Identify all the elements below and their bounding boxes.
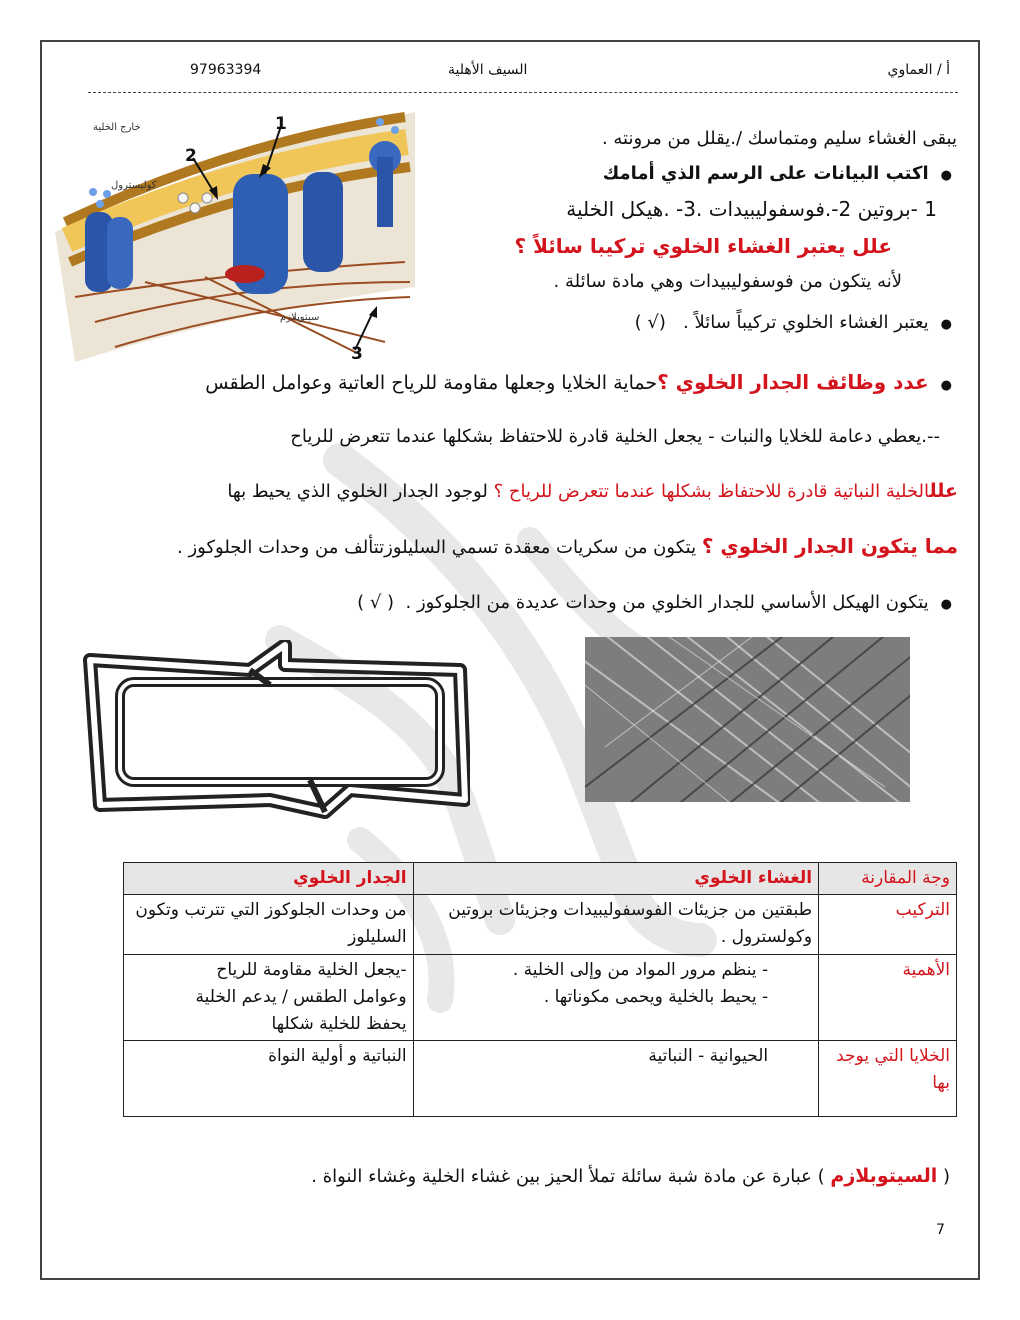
question-functions-text: عدد وظائف الجدار الخلوي ؟ bbox=[657, 370, 929, 394]
header-comparison: وجة المقارنة bbox=[819, 863, 957, 895]
cytoplasm-def: ) عبارة عن مادة شبة سائلة تملأ الحيز بين غشاء الخلية وغشاء النواة . bbox=[311, 1166, 825, 1187]
label-cytoplasm: سيتوبلازم bbox=[280, 312, 320, 323]
header-membrane: الغشاء الخلوي bbox=[413, 863, 819, 895]
answer-composition: يتكون من سكريات معقدة تسمي السليلوزتتألف من وحدات الجلوكوز . bbox=[177, 537, 697, 558]
comparison-table bbox=[123, 862, 957, 1117]
cell-wall-composition: من وحدات الجلوكوز التي تترتب وتكون السليلوز bbox=[124, 895, 414, 954]
statement-fluid bbox=[635, 312, 952, 333]
cytoplasm-definition bbox=[311, 1165, 950, 1187]
table-row bbox=[124, 895, 957, 954]
wall-importance-2: وعوامل الطقس / يدعم الخلية bbox=[195, 986, 407, 1007]
question-shape bbox=[227, 480, 958, 502]
membrane-importance-2: - يحيط بالخلية ويحمى مكوناتها . bbox=[543, 986, 769, 1007]
cell-wall-importance bbox=[124, 954, 414, 1041]
row-label-importance: الأهمية bbox=[819, 954, 957, 1041]
line-intro: يبقى الغشاء سليم ومتماسك /.يقلل من مرونته . bbox=[601, 128, 957, 149]
statement-skeleton-text: يتكون الهيكل الأساسي للجدار الخلوي من وحدات عديدة من الجلوكوز . bbox=[405, 592, 929, 613]
label-cholesterol: كوليسترول bbox=[111, 180, 157, 191]
answer-labels: 1 -بروتين 2-.فوسفوليبيدات .3- .هيكل الخلية bbox=[566, 197, 937, 221]
callout-1: 1 bbox=[275, 114, 287, 134]
table-header-row bbox=[124, 863, 957, 895]
row-label-composition: التركيب bbox=[819, 895, 957, 954]
question-shape-lead: علل bbox=[929, 480, 958, 502]
question-labels bbox=[603, 163, 952, 184]
statement-skeleton bbox=[357, 592, 952, 613]
answer-fluid: لأنه يتكون من فوسفوليبيدات وهي مادة سائلة . bbox=[553, 271, 902, 292]
callout-2: 2 bbox=[185, 146, 197, 166]
row-label-cells: الخلايا التي يوجد بها bbox=[819, 1041, 957, 1117]
cell-wall-outline-image bbox=[70, 640, 470, 820]
header-divider bbox=[88, 92, 958, 93]
answer-shape: لوجود الجدار الخلوي الذي يحيط بها bbox=[227, 481, 488, 502]
question-labels-text: اكتب البيانات على الرسم الذي أمامك bbox=[602, 163, 929, 184]
cell-membrane-cells: الحيوانية - النباتية bbox=[413, 1041, 819, 1117]
question-shape-text: الخلية النباتية قادرة للاحتفاظ بشكلها عندما تتعرض للرياح ؟ bbox=[493, 481, 930, 502]
cell-wall-cells: النباتية و أولية النواة bbox=[124, 1041, 414, 1117]
cellulose-fiber-image bbox=[585, 637, 910, 802]
question-functions bbox=[205, 370, 952, 394]
cytoplasm-open-paren: ( bbox=[942, 1166, 950, 1187]
header-phone: 97963394 bbox=[190, 62, 262, 78]
wall-importance-3: يحفظ للخلية شكلها bbox=[271, 1013, 407, 1034]
cytoplasm-term: السيتوبلازم bbox=[830, 1165, 938, 1187]
membrane-importance-1: - ينظم مرور المواد من وإلى الخلية . bbox=[512, 959, 769, 980]
header-school: السيف الأهلية bbox=[448, 62, 528, 78]
header-wall: الجدار الخلوي bbox=[124, 863, 414, 895]
statement-fluid-text: يعتبر الغشاء الخلوي تركيباً سائلاً . bbox=[683, 312, 929, 333]
table-row bbox=[124, 1041, 957, 1117]
cell-membrane-importance bbox=[413, 954, 819, 1041]
cell-membrane-composition: طبقتين من جزيئات الفوسفوليبيدات وجزيئات بروتين وكولسترول . bbox=[413, 895, 819, 954]
question-composition-text: مما يتكون الجدار الخلوي ؟ bbox=[701, 534, 958, 558]
answer-functions-2: --.يعطي دعامة للخلايا والنبات - يجعل الخلية قادرة للاحتفاظ بشكلها عندما تتعرض للرياح bbox=[290, 426, 940, 447]
question-composition bbox=[177, 534, 958, 558]
page-number: 7 bbox=[936, 1222, 945, 1238]
statement-skeleton-mark: ( √ ) bbox=[357, 592, 395, 613]
table-row bbox=[124, 954, 957, 1041]
answer-functions: حماية الخلايا وجعلها مقاومة للرياح العاتية وعوامل الطقس bbox=[205, 372, 658, 394]
statement-fluid-mark: (√ ) bbox=[634, 312, 666, 333]
membrane-diagram bbox=[55, 112, 415, 362]
callout-3: 3 bbox=[351, 344, 363, 364]
wall-importance-1: -يجعل الخلية مقاومة للرياح bbox=[216, 959, 407, 980]
header-teacher: أ / العماوي bbox=[887, 62, 950, 78]
label-outside-cell: خارج الخلية bbox=[93, 122, 141, 133]
question-fluid: علل يعتبر الغشاء الخلوي تركيبا سائلاً ؟ bbox=[514, 234, 892, 258]
